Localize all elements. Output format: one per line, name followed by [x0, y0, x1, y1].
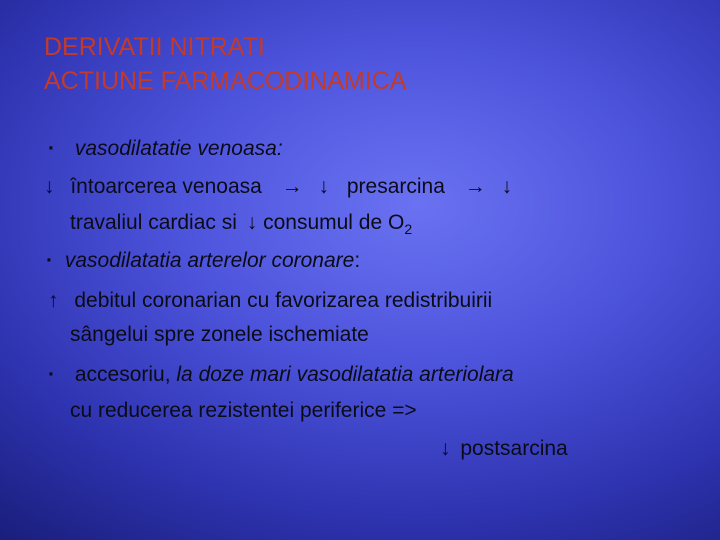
bullet-icon: · [48, 137, 55, 160]
bullet-accesoriu [48, 362, 514, 388]
subscript-2: 2 [404, 221, 413, 237]
bullet-icon: · [46, 249, 53, 272]
title-line-1: DERIVATII NITRATI [44, 33, 265, 61]
text-la-doze-mari: la doze mari vasodilatatia arteriolara [176, 363, 514, 386]
arrow-right-icon: → [464, 175, 486, 198]
arrow-up-icon: ↑ [48, 289, 59, 312]
line-reducerea-rezistentei [70, 398, 417, 424]
line-travaliul-cardiac [70, 210, 412, 236]
arrow-right-icon: → [281, 175, 303, 198]
bullet-text: vasodilatatie venoasa: [74, 137, 283, 160]
arrow-down-icon: ↓ [440, 437, 451, 460]
bullet-vasodilatatie-venoasa [48, 136, 283, 162]
arrow-down-icon: ↓ [501, 175, 513, 198]
bullet-vasodilatatia-coronare [46, 248, 360, 274]
text-debitul: debitul coronarian cu favorizarea redistribuirii [74, 289, 493, 312]
text-presarcina: presarcina [346, 175, 445, 198]
bullet-icon: · [48, 363, 55, 386]
line-intoarcerea-venoasa [44, 174, 512, 200]
text-reducerea: cu reducerea rezistentei periferice => [70, 399, 417, 422]
text-sangelui: sângelui spre zonele ischemiate [70, 323, 369, 346]
arrow-down-icon: ↓ [246, 211, 258, 234]
colon: : [354, 249, 361, 272]
title-line-2: ACTIUNE FARMACODINAMICA [44, 67, 407, 95]
line-sangelui [70, 322, 369, 348]
bullet-text: vasodilatatia arterelor coronare [64, 249, 355, 272]
text-accesoriu: accesoriu, [74, 363, 177, 386]
arrow-down-icon: ↓ [44, 175, 55, 198]
arrow-down-icon: ↓ [318, 175, 329, 198]
text-consumul: consumul de O [263, 211, 405, 234]
text-travaliul: travaliul cardiac si [70, 211, 237, 234]
text-intoarcerea: întoarcerea venoasa [70, 175, 262, 198]
line-debitul-coronarian [48, 288, 492, 314]
line-postsarcina [440, 436, 568, 462]
text-postsarcina: postsarcina [460, 437, 568, 460]
slide-title [44, 30, 407, 98]
